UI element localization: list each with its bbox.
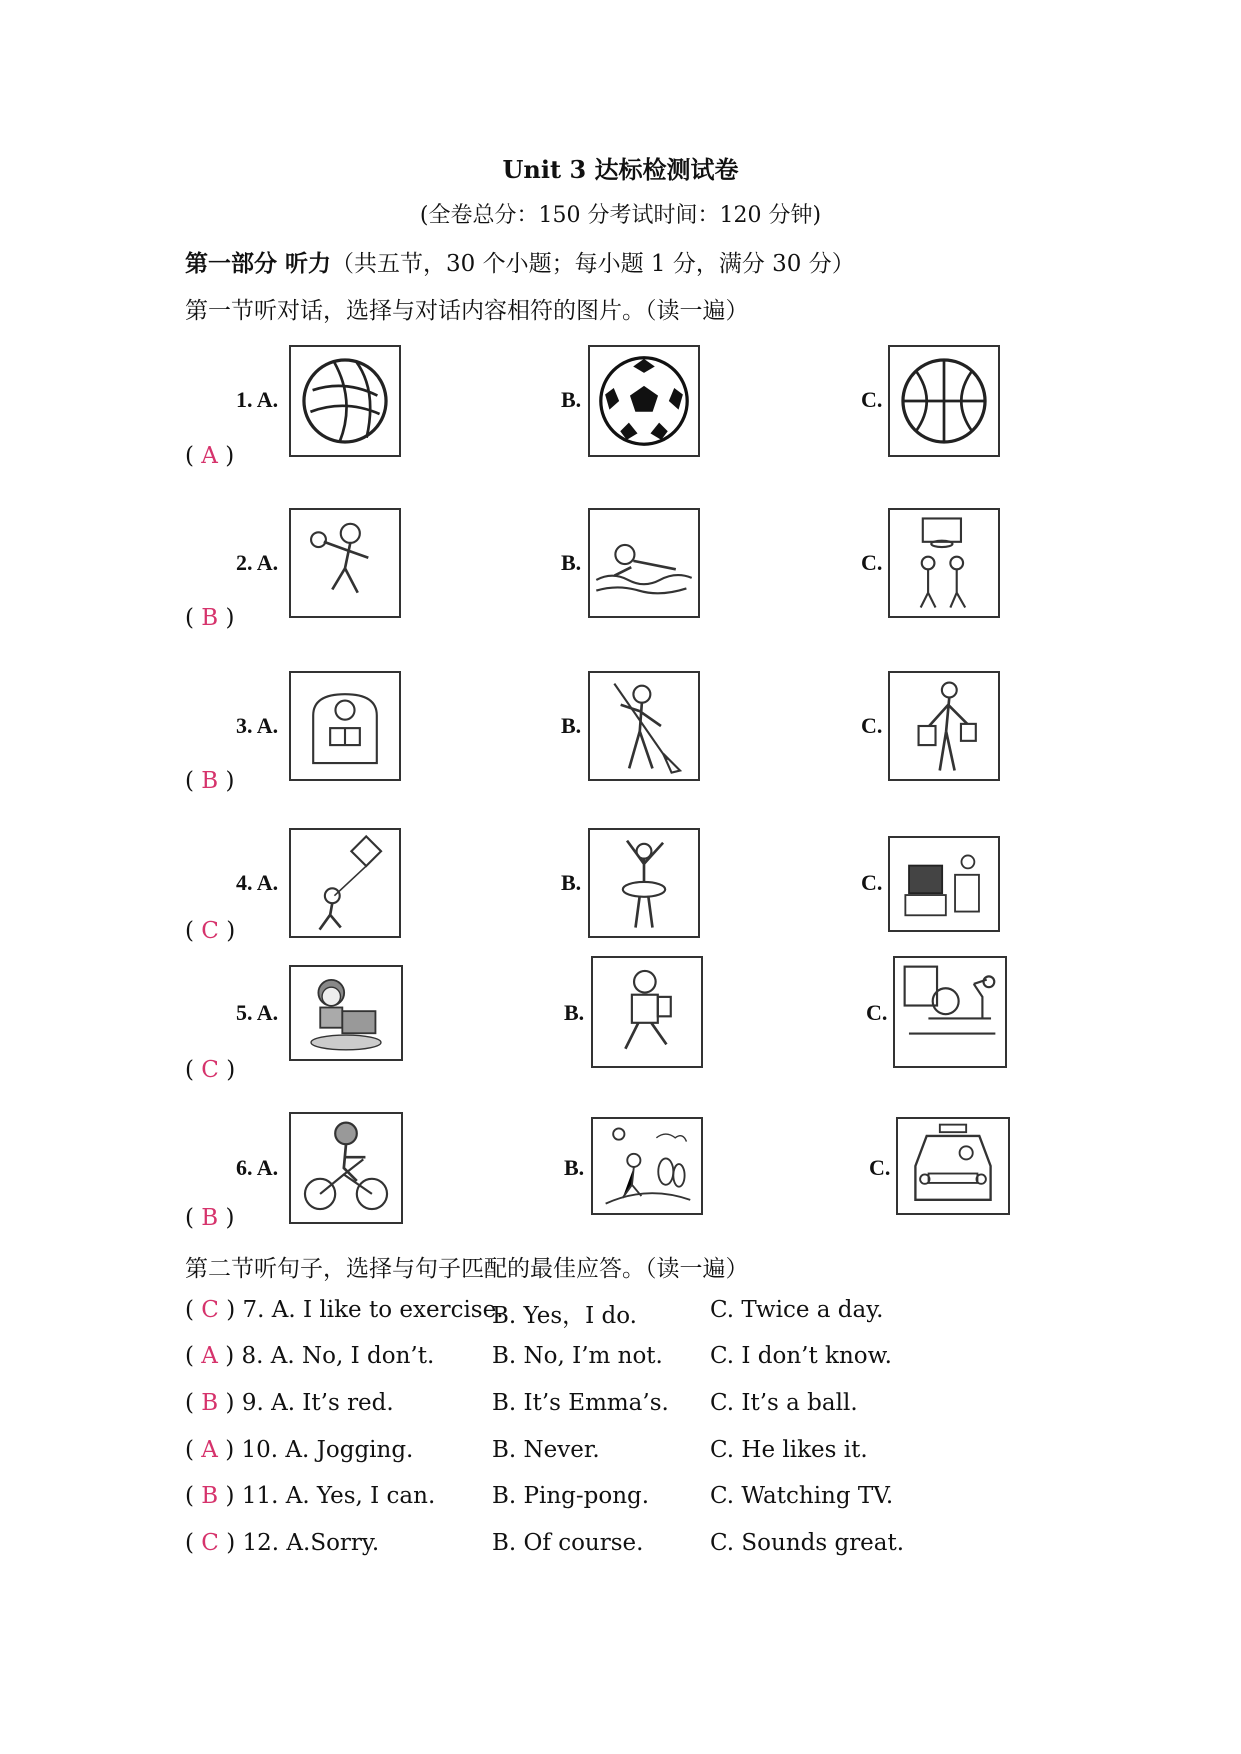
q10-option-c: C. He likes it. [710, 1437, 868, 1463]
swimmer-icon [588, 508, 700, 618]
q10-option-b: B. Never. [492, 1437, 600, 1463]
girl-watching-tv-icon [888, 836, 1000, 932]
q4-label: 4. A. [236, 870, 279, 895]
q8-option-c: C. I don’t know. [710, 1343, 892, 1369]
q3-label: 3. A. [236, 713, 279, 738]
q8-row: ( A ) 8. A. No, I don’t. [185, 1343, 435, 1369]
section2-heading: 第二节听句子，选择与句子匹配的最佳应答。（读一遍） [185, 1256, 749, 1282]
soccer-ball-icon [588, 345, 700, 457]
q1-option-b-label: B. [561, 387, 582, 412]
q7-option-b: B. Yes，I do. [492, 1303, 637, 1329]
q4-option-b-label: B. [561, 870, 582, 895]
q1-answer: ( A ) [185, 443, 235, 469]
basketball-icon [888, 345, 1000, 457]
page-title: Unit 3 达标检测试卷 [502, 155, 739, 184]
q5-option-b-label: B. [564, 1000, 585, 1025]
boy-hiking-outdoors-icon [591, 1117, 703, 1215]
basketball-players-icon [888, 508, 1000, 618]
q11-row: ( B ) 11. A. Yes, I can. [185, 1483, 436, 1509]
q3-option-b-label: B. [561, 713, 582, 738]
q3-answer: ( B ) [185, 768, 235, 794]
q4-option-c-label: C. [861, 870, 883, 895]
q5-answer: ( C ) [185, 1057, 236, 1083]
q2-answer: ( B ) [185, 605, 235, 631]
page-subtitle: (全卷总分：150 分考试时间：120 分钟) [419, 203, 822, 228]
q9-option-c: C. It’s a ball. [710, 1390, 858, 1416]
volleyball-icon [289, 345, 401, 457]
ballet-dancer-icon [588, 828, 700, 938]
q6-option-c-label: C. [869, 1155, 891, 1180]
part1-heading: 第一部分 听力 [185, 250, 332, 277]
q4-answer: ( C ) [185, 918, 236, 944]
girl-sweeping-floor-icon [588, 671, 700, 781]
boy-using-laptop-icon [289, 965, 403, 1061]
q11-option-c: C. Watching TV. [710, 1483, 894, 1509]
q7-row: ( C ) 7. A. I like to exercise. [185, 1297, 504, 1323]
q8-option-b: B. No, I’m not. [492, 1343, 663, 1369]
boy-playing-soccer-icon [289, 508, 401, 618]
woman-shopping-icon [888, 671, 1000, 781]
q6-answer: ( B ) [185, 1205, 235, 1231]
part1-heading-line [185, 245, 855, 278]
q2-option-c-label: C. [861, 550, 883, 575]
q5-label: 5. A. [236, 1000, 279, 1025]
boy-flying-kite-icon [289, 828, 401, 938]
q12-option-c: C. Sounds great. [710, 1530, 905, 1556]
boy-riding-bike-icon [289, 1112, 403, 1224]
q1-option-c-label: C. [861, 387, 883, 412]
q10-row: ( A ) 10. A. Jogging. [185, 1437, 414, 1463]
q3-option-c-label: C. [861, 713, 883, 738]
boy-studying-at-desk-icon [893, 956, 1007, 1068]
q5-option-c-label: C. [866, 1000, 888, 1025]
q12-row: ( C ) 12. A.Sorry. [185, 1530, 380, 1556]
boy-with-backpack-icon [591, 956, 703, 1068]
section1-heading: 第一节听对话，选择与对话内容相符的图片。（读一遍） [185, 298, 749, 324]
part1-desc: （共五节，30 个小题；每小题 1 分，满分 30 分） [331, 251, 855, 277]
q2-label: 2. A. [236, 550, 279, 575]
q6-option-b-label: B. [564, 1155, 585, 1180]
q7-option-c: C. Twice a day. [710, 1297, 884, 1323]
q12-option-b: B. Of course. [492, 1530, 644, 1556]
q1-label: 1. A. [236, 387, 279, 412]
q9-option-b: B. It’s Emma’s. [492, 1390, 669, 1416]
woman-reading-in-armchair-icon [289, 671, 401, 781]
q2-option-b-label: B. [561, 550, 582, 575]
man-driving-car-icon [896, 1117, 1010, 1215]
q6-label: 6. A. [236, 1155, 279, 1180]
q9-row: ( B ) 9. A. It’s red. [185, 1390, 394, 1416]
q11-option-b: B. Ping-pong. [492, 1483, 650, 1509]
